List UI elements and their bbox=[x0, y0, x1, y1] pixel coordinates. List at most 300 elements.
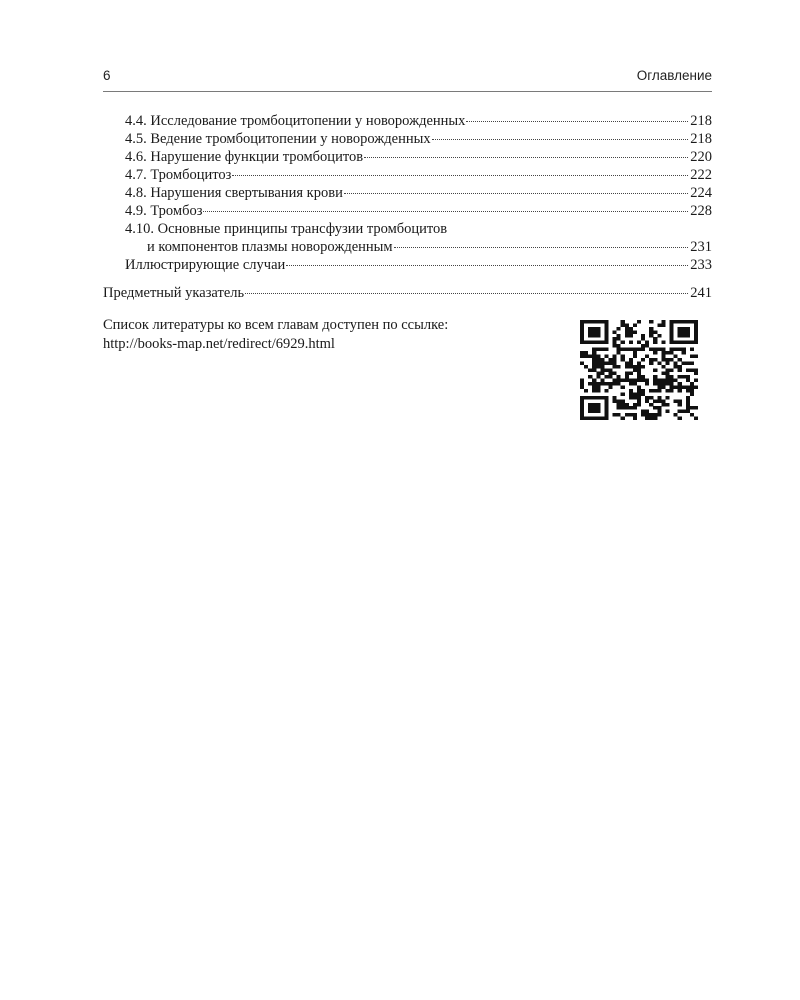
qr-module bbox=[613, 330, 617, 334]
qr-module bbox=[665, 396, 669, 400]
qr-module bbox=[637, 372, 641, 376]
qr-module bbox=[661, 372, 665, 376]
qr-module bbox=[629, 389, 633, 393]
qr-module bbox=[674, 361, 678, 365]
qr-module bbox=[613, 341, 617, 345]
qr-module bbox=[678, 389, 682, 393]
qr-code-icon[interactable] bbox=[580, 320, 698, 420]
reference-note bbox=[103, 316, 573, 353]
qr-module bbox=[649, 417, 653, 420]
qr-module bbox=[645, 341, 649, 345]
qr-module bbox=[621, 406, 625, 410]
qr-module bbox=[617, 348, 621, 352]
toc-leader bbox=[232, 175, 688, 176]
qr-module bbox=[629, 365, 633, 369]
qr-module bbox=[665, 351, 669, 355]
qr-module bbox=[649, 320, 653, 324]
qr-module bbox=[641, 413, 645, 417]
qr-module bbox=[686, 341, 690, 345]
qr-module bbox=[665, 368, 669, 372]
qr-module bbox=[690, 386, 694, 390]
qr-module bbox=[633, 379, 637, 383]
qr-module bbox=[596, 403, 600, 407]
qr-module bbox=[588, 406, 592, 410]
qr-module bbox=[596, 365, 600, 369]
qr-module bbox=[621, 354, 625, 358]
qr-module bbox=[641, 389, 645, 393]
qr-module bbox=[584, 365, 588, 369]
qr-module bbox=[694, 379, 698, 383]
qr-module bbox=[617, 351, 621, 355]
qr-module bbox=[633, 323, 637, 327]
qr-module bbox=[657, 323, 661, 327]
toc-entry[interactable] bbox=[103, 112, 712, 130]
qr-module bbox=[596, 396, 600, 400]
qr-module bbox=[629, 348, 633, 352]
toc-leader bbox=[245, 293, 688, 294]
qr-module bbox=[678, 403, 682, 407]
qr-module bbox=[588, 330, 592, 334]
qr-module bbox=[686, 330, 690, 334]
qr-module bbox=[604, 323, 608, 327]
qr-module bbox=[657, 396, 661, 400]
qr-module bbox=[670, 368, 674, 372]
qr-module bbox=[600, 382, 604, 386]
qr-module bbox=[690, 406, 694, 410]
qr-module bbox=[588, 417, 592, 420]
qr-module bbox=[604, 396, 608, 400]
qr-module bbox=[653, 382, 657, 386]
qr-module bbox=[580, 399, 584, 403]
qr-module bbox=[657, 386, 661, 390]
toc-leader bbox=[286, 265, 688, 266]
qr-module bbox=[678, 320, 682, 324]
qr-module bbox=[580, 379, 584, 383]
qr-module bbox=[633, 351, 637, 355]
toc-entry[interactable] bbox=[103, 220, 712, 238]
qr-module bbox=[641, 334, 645, 338]
toc-leader bbox=[466, 121, 688, 122]
qr-module bbox=[580, 337, 584, 341]
qr-module bbox=[665, 361, 669, 365]
qr-module bbox=[649, 334, 653, 338]
qr-module bbox=[641, 348, 645, 352]
qr-module bbox=[596, 389, 600, 393]
qr-module bbox=[653, 375, 657, 379]
qr-module bbox=[678, 399, 682, 403]
qr-module bbox=[580, 410, 584, 414]
qr-module bbox=[600, 348, 604, 352]
qr-module bbox=[682, 375, 686, 379]
qr-module bbox=[686, 403, 690, 407]
reference-text: Список литературы ко всем главам доступен по ссылке: bbox=[103, 317, 449, 333]
qr-module bbox=[649, 389, 653, 393]
qr-module bbox=[629, 327, 633, 331]
qr-module bbox=[604, 327, 608, 331]
qr-module bbox=[694, 354, 698, 358]
qr-module bbox=[665, 375, 669, 379]
qr-module bbox=[580, 403, 584, 407]
qr-module bbox=[657, 406, 661, 410]
qr-module bbox=[657, 348, 661, 352]
qr-module bbox=[670, 330, 674, 334]
toc-entry-label-line2: и компонентов плазмы новорожденным bbox=[147, 239, 393, 255]
qr-module bbox=[596, 375, 600, 379]
qr-module bbox=[596, 410, 600, 414]
qr-module bbox=[604, 399, 608, 403]
toc-entry[interactable] bbox=[103, 256, 712, 274]
qr-module bbox=[584, 396, 588, 400]
qr-module bbox=[682, 348, 686, 352]
qr-module bbox=[674, 413, 678, 417]
qr-module bbox=[580, 323, 584, 327]
qr-module bbox=[588, 327, 592, 331]
qr-module bbox=[686, 361, 690, 365]
running-header bbox=[103, 66, 712, 90]
toc-entry[interactable] bbox=[103, 166, 712, 184]
qr-module bbox=[617, 413, 621, 417]
qr-module bbox=[584, 351, 588, 355]
qr-module bbox=[629, 372, 633, 376]
qr-module bbox=[613, 354, 617, 358]
toc-leader bbox=[394, 247, 689, 248]
qr-module bbox=[580, 413, 584, 417]
qr-module bbox=[657, 361, 661, 365]
qr-module bbox=[604, 320, 608, 324]
qr-module bbox=[629, 341, 633, 345]
qr-module bbox=[682, 334, 686, 338]
qr-module bbox=[613, 337, 617, 341]
qr-module bbox=[661, 399, 665, 403]
qr-module bbox=[637, 399, 641, 403]
qr-module bbox=[625, 413, 629, 417]
qr-module bbox=[604, 410, 608, 414]
qr-module bbox=[596, 354, 600, 358]
qr-module bbox=[629, 358, 633, 362]
qr-module bbox=[678, 386, 682, 390]
qr-module bbox=[678, 330, 682, 334]
qr-module bbox=[694, 327, 698, 331]
toc-entry[interactable] bbox=[103, 130, 712, 148]
qr-module bbox=[613, 365, 617, 369]
qr-module bbox=[653, 358, 657, 362]
qr-module bbox=[670, 358, 674, 362]
qr-module bbox=[653, 413, 657, 417]
qr-module bbox=[629, 379, 633, 383]
qr-module bbox=[633, 330, 637, 334]
toc-entry-page: 231 bbox=[690, 239, 712, 255]
qr-module bbox=[600, 361, 604, 365]
qr-module bbox=[617, 406, 621, 410]
qr-module bbox=[694, 334, 698, 338]
qr-module bbox=[670, 327, 674, 331]
qr-module bbox=[665, 403, 669, 407]
qr-module bbox=[674, 379, 678, 383]
toc-entry[interactable] bbox=[103, 148, 712, 166]
qr-module bbox=[633, 417, 637, 420]
qr-module bbox=[588, 354, 592, 358]
toc-leader bbox=[364, 157, 688, 158]
qr-module bbox=[584, 417, 588, 420]
qr-module bbox=[674, 354, 678, 358]
qr-module bbox=[661, 348, 665, 352]
qr-module bbox=[657, 410, 661, 414]
qr-module bbox=[629, 413, 633, 417]
qr-module bbox=[690, 348, 694, 352]
qr-module bbox=[580, 386, 584, 390]
qr-module bbox=[592, 365, 596, 369]
qr-module bbox=[588, 403, 592, 407]
qr-module bbox=[613, 413, 617, 417]
qr-module bbox=[694, 320, 698, 324]
qr-module bbox=[649, 396, 653, 400]
qr-module bbox=[670, 334, 674, 338]
qr-module bbox=[661, 403, 665, 407]
qr-module bbox=[670, 341, 674, 345]
qr-module bbox=[629, 382, 633, 386]
qr-module bbox=[596, 358, 600, 362]
qr-module bbox=[690, 413, 694, 417]
toc-entry[interactable] bbox=[103, 184, 712, 202]
qr-module bbox=[661, 382, 665, 386]
qr-module bbox=[608, 358, 612, 362]
qr-module bbox=[621, 392, 625, 396]
qr-module bbox=[580, 361, 584, 365]
qr-module bbox=[613, 396, 617, 400]
qr-module bbox=[649, 348, 653, 352]
qr-module bbox=[670, 375, 674, 379]
qr-module bbox=[682, 351, 686, 355]
qr-module bbox=[596, 361, 600, 365]
qr-module bbox=[653, 368, 657, 372]
qr-module bbox=[674, 348, 678, 352]
qr-module bbox=[613, 379, 617, 383]
qr-module bbox=[674, 386, 678, 390]
qr-module bbox=[653, 341, 657, 345]
qr-module bbox=[653, 406, 657, 410]
toc-entry-page: 241 bbox=[690, 285, 712, 301]
toc-entry-label: 4.9. Тромбоз bbox=[125, 203, 203, 219]
qr-module bbox=[645, 354, 649, 358]
qr-module bbox=[653, 351, 657, 355]
qr-module bbox=[645, 344, 649, 348]
qr-module bbox=[604, 361, 608, 365]
qr-module bbox=[641, 375, 645, 379]
toc-entry-page: 218 bbox=[690, 113, 712, 129]
qr-module bbox=[592, 341, 596, 345]
qr-module bbox=[629, 361, 633, 365]
toc-entry[interactable] bbox=[103, 202, 712, 220]
qr-module bbox=[596, 327, 600, 331]
qr-module bbox=[694, 337, 698, 341]
qr-module bbox=[657, 413, 661, 417]
toc-entry-label: Иллюстрирующие случаи bbox=[125, 257, 286, 273]
qr-module bbox=[617, 334, 621, 338]
qr-module bbox=[604, 348, 608, 352]
qr-module bbox=[625, 330, 629, 334]
qr-module bbox=[613, 358, 617, 362]
qr-module bbox=[617, 365, 621, 369]
qr-module bbox=[694, 372, 698, 376]
toc-leader bbox=[432, 139, 689, 140]
qr-module bbox=[678, 334, 682, 338]
qr-module bbox=[653, 399, 657, 403]
qr-module bbox=[674, 320, 678, 324]
qr-module bbox=[629, 396, 633, 400]
qr-module bbox=[653, 330, 657, 334]
qr-module bbox=[608, 375, 612, 379]
qr-module bbox=[592, 410, 596, 414]
qr-module bbox=[580, 417, 584, 420]
qr-module bbox=[670, 348, 674, 352]
qr-module bbox=[686, 410, 690, 414]
qr-module bbox=[592, 386, 596, 390]
qr-module bbox=[580, 406, 584, 410]
toc-entry-label-line1: 4.10. Основные принципы трансфузии тромбоцитов bbox=[125, 221, 448, 237]
qr-module bbox=[596, 386, 600, 390]
qr-module bbox=[670, 351, 674, 355]
qr-module bbox=[637, 375, 641, 379]
qr-module bbox=[600, 396, 604, 400]
qr-module bbox=[690, 389, 694, 393]
qr-module bbox=[678, 368, 682, 372]
toc-entry-page: 222 bbox=[690, 167, 712, 183]
qr-module bbox=[690, 341, 694, 345]
qr-module bbox=[637, 386, 641, 390]
qr-module bbox=[621, 358, 625, 362]
qr-module bbox=[592, 320, 596, 324]
qr-module bbox=[592, 351, 596, 355]
qr-module bbox=[613, 382, 617, 386]
qr-module bbox=[637, 396, 641, 400]
qr-module bbox=[592, 406, 596, 410]
qr-module bbox=[596, 330, 600, 334]
qr-module bbox=[645, 399, 649, 403]
qr-module bbox=[588, 334, 592, 338]
qr-module bbox=[617, 327, 621, 331]
qr-module bbox=[625, 365, 629, 369]
qr-module bbox=[674, 341, 678, 345]
qr-module bbox=[686, 379, 690, 383]
page-number: 6 bbox=[103, 68, 111, 83]
qr-module bbox=[653, 379, 657, 383]
qr-module bbox=[678, 417, 682, 420]
qr-module bbox=[621, 348, 625, 352]
qr-module bbox=[670, 382, 674, 386]
qr-module bbox=[596, 320, 600, 324]
qr-module bbox=[637, 348, 641, 352]
qr-module bbox=[596, 372, 600, 376]
qr-module bbox=[613, 399, 617, 403]
qr-module bbox=[678, 348, 682, 352]
qr-module bbox=[694, 368, 698, 372]
qr-module bbox=[637, 379, 641, 383]
qr-module bbox=[625, 327, 629, 331]
qr-module bbox=[613, 361, 617, 365]
toc-entry-label: 4.5. Ведение тромбоцитопении у новорожденных bbox=[125, 131, 431, 147]
qr-module bbox=[629, 406, 633, 410]
qr-module bbox=[637, 341, 641, 345]
toc-entry-page: 233 bbox=[690, 257, 712, 273]
qr-module bbox=[604, 341, 608, 345]
qr-module bbox=[604, 337, 608, 341]
qr-module bbox=[604, 368, 608, 372]
toc-entry-page: 220 bbox=[690, 149, 712, 165]
qr-module bbox=[678, 365, 682, 369]
qr-module bbox=[600, 368, 604, 372]
qr-module bbox=[621, 341, 625, 345]
qr-module bbox=[596, 406, 600, 410]
qr-module bbox=[584, 389, 588, 393]
qr-module bbox=[621, 386, 625, 390]
qr-module bbox=[588, 410, 592, 414]
qr-module bbox=[661, 386, 665, 390]
qr-module bbox=[653, 389, 657, 393]
qr-module bbox=[678, 375, 682, 379]
qr-module bbox=[588, 396, 592, 400]
qr-module bbox=[600, 341, 604, 345]
qr-module bbox=[686, 406, 690, 410]
qr-module bbox=[592, 382, 596, 386]
qr-module bbox=[604, 375, 608, 379]
qr-module bbox=[608, 368, 612, 372]
toc-leader bbox=[344, 193, 688, 194]
qr-module bbox=[653, 417, 657, 420]
qr-module bbox=[641, 379, 645, 383]
qr-module bbox=[694, 323, 698, 327]
qr-module bbox=[608, 386, 612, 390]
qr-module bbox=[600, 358, 604, 362]
qr-module bbox=[649, 361, 653, 365]
qr-module bbox=[686, 375, 690, 379]
qr-module bbox=[637, 365, 641, 369]
toc-entry-page: 228 bbox=[690, 203, 712, 219]
qr-module bbox=[665, 410, 669, 414]
qr-module bbox=[592, 348, 596, 352]
qr-module bbox=[645, 382, 649, 386]
qr-module bbox=[596, 341, 600, 345]
qr-module bbox=[621, 417, 625, 420]
qr-module bbox=[641, 392, 645, 396]
qr-module bbox=[645, 417, 649, 420]
qr-module bbox=[592, 379, 596, 383]
qr-module bbox=[592, 389, 596, 393]
qr-module bbox=[625, 403, 629, 407]
qr-module bbox=[641, 365, 645, 369]
qr-module bbox=[584, 320, 588, 324]
qr-module bbox=[580, 334, 584, 338]
qr-module bbox=[694, 417, 698, 420]
toc-entry-continuation[interactable] bbox=[103, 238, 712, 256]
qr-module bbox=[592, 396, 596, 400]
qr-module bbox=[690, 361, 694, 365]
qr-module bbox=[670, 337, 674, 341]
qr-module bbox=[637, 368, 641, 372]
qr-module bbox=[678, 358, 682, 362]
toc-index-entry[interactable] bbox=[103, 284, 712, 302]
qr-module bbox=[694, 341, 698, 345]
qr-module bbox=[608, 382, 612, 386]
qr-module bbox=[580, 327, 584, 331]
reference-link[interactable]: http://books-map.net/redirect/6929.html bbox=[103, 335, 335, 352]
qr-module bbox=[645, 413, 649, 417]
qr-module bbox=[592, 403, 596, 407]
qr-module bbox=[604, 417, 608, 420]
qr-module bbox=[686, 320, 690, 324]
qr-module bbox=[580, 396, 584, 400]
qr-module bbox=[625, 372, 629, 376]
qr-module bbox=[588, 341, 592, 345]
